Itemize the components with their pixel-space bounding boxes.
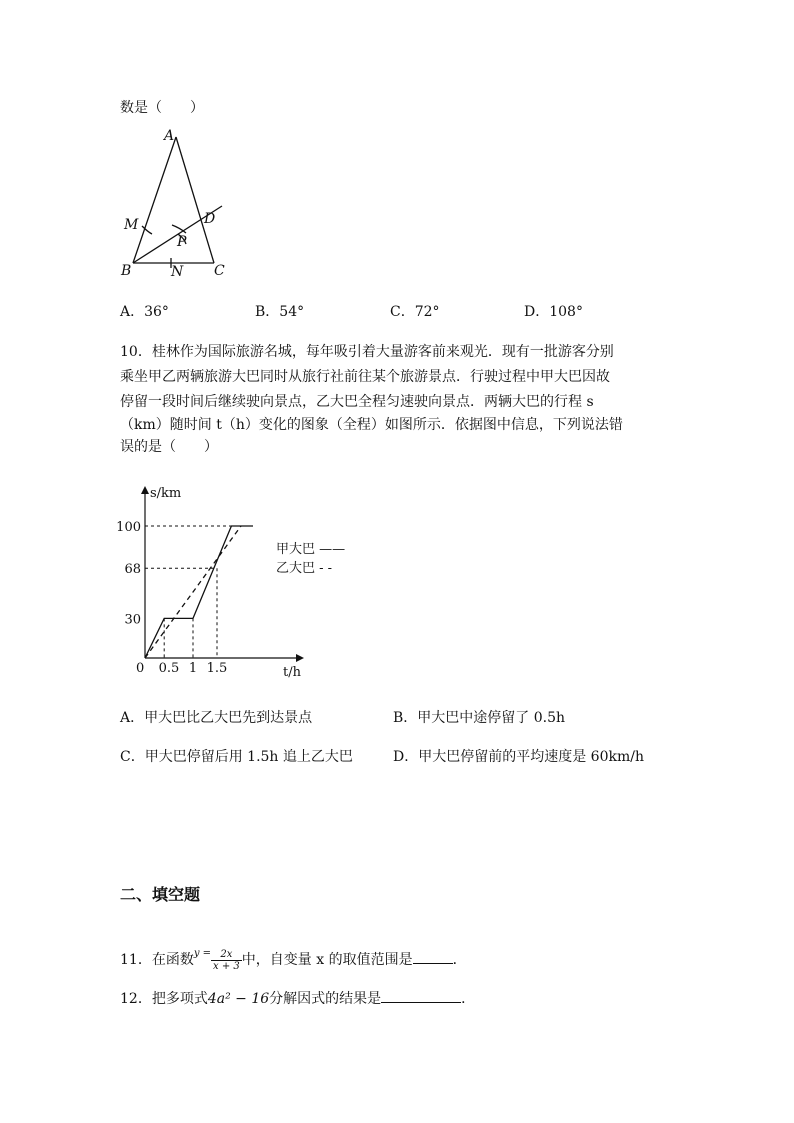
q11-numerator: 2x [211, 949, 242, 961]
q12 [120, 988, 475, 1009]
label-d: D [204, 211, 216, 227]
y-tick-label-2: 30 [124, 612, 141, 628]
q11-end: ． [452, 952, 467, 968]
q12-expr: 4a² − 16 [207, 991, 270, 1007]
section-heading: 二、填空题 [120, 885, 201, 904]
q11-func-y: y = [193, 948, 212, 959]
q10-option-a: A．甲大巴比乙大巴先到达景点 [120, 710, 313, 726]
x-axis-label: t/h [283, 665, 301, 680]
origin-label: 0 [136, 661, 145, 676]
y-axis-label: s/km [150, 486, 182, 501]
q11-suffix: 中，自变量 x 的取值范围是 [241, 952, 413, 968]
q12-suffix: 分解因式的结果是 [269, 991, 382, 1007]
q10-line-2: 乘坐甲乙两辆旅游大巴同时从旅行社前往某个旅游景点．行驶过程中甲大巴因故 [120, 369, 610, 385]
q10-option-b: B．甲大巴中途停留了 0.5h [393, 710, 566, 726]
q9-option-b: B．54° [255, 304, 305, 320]
q11-fraction [211, 949, 242, 972]
x-axis-arrow [296, 654, 304, 662]
q10-option-c: C．甲大巴停留后用 1.5h 追上乙大巴 [120, 749, 353, 765]
legend-jia: 甲大巴 —— [276, 542, 346, 557]
q11-prefix: 11．在函数 [120, 952, 194, 968]
series-line-jia [145, 526, 253, 658]
q12-prefix: 12．把多项式 [120, 991, 208, 1007]
label-b: B [121, 263, 132, 279]
legend-yi: 乙大巴 - - [276, 561, 333, 576]
q12-end: ． [461, 991, 476, 1007]
q9-stem-tail: 数是（ ） [120, 100, 204, 116]
q10-option-d: D．甲大巴停留前的平均速度是 60km/h [393, 749, 644, 765]
label-c: C [214, 263, 225, 279]
q9-option-d: D．108° [524, 304, 583, 320]
q10-line-1: 10．桂林作为国际旅游名城，每年吸引着大量游客前来观光．现有一批游客分别 [120, 344, 614, 360]
y-tick-label-0: 100 [116, 520, 141, 535]
q9-option-c: C．72° [390, 304, 440, 320]
q11-denominator: x + 3 [213, 960, 240, 972]
q10-line-5: 误的是（ ） [120, 439, 218, 455]
q11 [120, 944, 467, 972]
label-a: A [164, 128, 175, 144]
label-p: P [177, 234, 187, 250]
q12-answer-blank[interactable] [381, 988, 461, 1003]
q9-option-a: A．36° [120, 304, 169, 320]
y-axis-arrow [141, 486, 149, 494]
x-tick-label-1: 1 [188, 661, 198, 676]
q10-line-4: （km）随时间 t（h）变化的图象（全程）如图所示．依据图中信息，下列说法错 [120, 417, 623, 433]
label-n: N [171, 264, 184, 280]
q10-line-3: 停留一段时间后继续驶向景点，乙大巴全程匀速驶向景点．两辆大巴的行程 s [120, 394, 594, 410]
x-tick-label-0: 0.5 [158, 661, 180, 676]
label-m: M [124, 217, 139, 233]
y-tick-label-1: 68 [124, 562, 141, 578]
x-tick-label-2: 1.5 [206, 661, 228, 676]
q11-answer-blank[interactable] [413, 949, 453, 964]
